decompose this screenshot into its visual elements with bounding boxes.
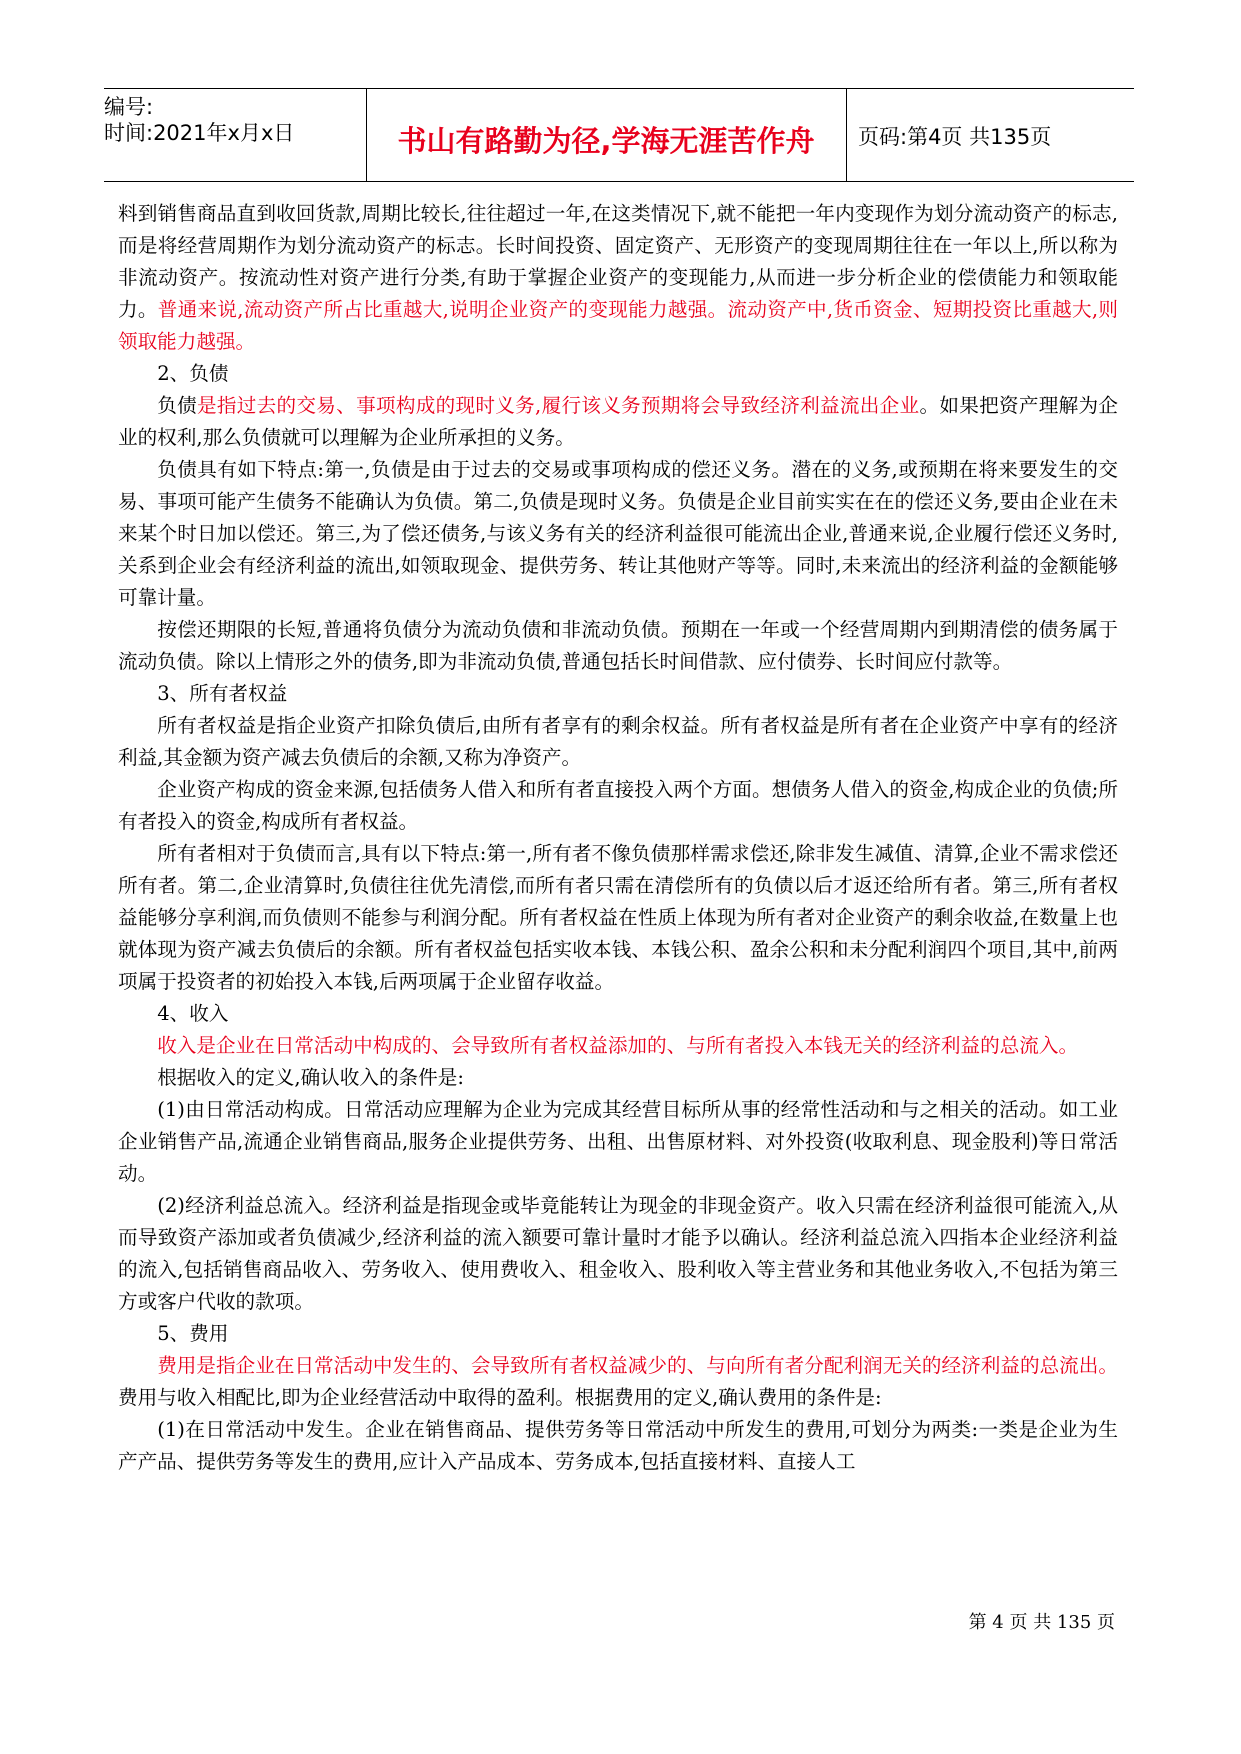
header-left-cell	[104, 89, 367, 181]
section-heading: 4、收入	[157, 1002, 229, 1025]
motto: 书山有路勤为径,学海无涯苦作舟	[397, 124, 815, 158]
section-heading: 2、负债	[157, 362, 229, 385]
paragraph: (1)在日常活动中发生。企业在销售商品、提供劳务等日常活动中所发生的费用,可划分为两类:一类是企业为生产产品、提供劳务等发生的费用,应计入产品成本、劳务成本,包括直接材料、直接人工	[118, 1418, 1118, 1473]
paragraph-text: 费用与收入相配比,即为企业经营活动中取得的盈利。根据费用的定义,确认费用的条件是:	[118, 1386, 882, 1409]
highlighted-text: 费用是指企业在日常活动中发生的、会导致所有者权益减少的、与向所有者分配利润无关的经济利益的总流出。	[157, 1354, 1118, 1377]
section-heading: 5、费用	[157, 1322, 229, 1345]
paragraph: 企业资产构成的资金来源,包括债务人借入和所有者直接投入两个方面。想债务人借入的资金,构成企业的负债;所有者投入的资金,构成所有者权益。	[118, 778, 1118, 833]
time-label: 时间:2021年x月x日	[104, 121, 295, 145]
number-label: 编号:	[104, 95, 154, 119]
page-header	[104, 88, 1134, 182]
paragraph	[118, 198, 1118, 358]
paragraph: 所有者权益是指企业资产扣除负债后,由所有者享有的剩余权益。所有者权益是所有者在企业资产中享有的经济利益,其金额为资产减去负债后的余额,又称为净资产。	[118, 714, 1118, 769]
highlighted-paragraph: 收入是企业在日常活动中构成的、会导致所有者权益添加的、与所有者投入本钱无关的经济利益的总流入。	[157, 1034, 1079, 1057]
paragraph: 按偿还期限的长短,普通将负债分为流动负债和非流动负债。预期在一年或一个经营周期内到期清偿的债务属于流动负债。除以上情形之外的债务,即为非流动负债,普通包括长时间借款、应付债券、长时间应付款等。	[118, 618, 1118, 673]
document-body	[118, 198, 1118, 1478]
paragraph	[118, 390, 1118, 454]
paragraph: 所有者相对于负债而言,具有以下特点:第一,所有者不像负债那样需求偿还,除非发生减值、清算,企业不需求偿还所有者。第二,企业清算时,负债往往优先清偿,而所有者只需在清偿所有的负债以后才返还给所有者。第三,所有者权益能够分享利润,而负债则不能参与利润分配。所有者权益在性质上体现为所有者对企业资产的剩余收益,在数量上也就体现为资产减去负债后的余额。所有者权益包括实收本钱、本钱公积、盈余公积和未分配利润四个项目,其中,前两项属于投资者的初始投入本钱,后两项属于企业留存收益。	[118, 842, 1118, 993]
paragraph: (2)经济利益总流入。经济利益是指现金或毕竟能转让为现金的非现金资产。收入只需在经济利益很可能流入,从而导致资产添加或者负债减少,经济利益的流入额要可靠计量时才能予以确认。经济利益总流入四指本企业经济利益的流入,包括销售商品收入、劳务收入、使用费收入、租金收入、股利收入等主营业务和其他业务收入,不包括为第三方或客户代收的款项。	[118, 1194, 1118, 1313]
paragraph-text: 。如果把资产理解为企业的权利,那么负债就可以理解为企业所承担的义务。	[118, 394, 1119, 449]
section-heading: 3、所有者权益	[157, 682, 288, 705]
highlighted-text: 是指过去的交易、事项构成的现时义务,履行该义务预期将会导致经济利益流出企业	[196, 394, 920, 417]
highlighted-text: 普通来说,流动资产所占比重越大,说明企业资产的变现能力越强。流动资产中,货币资金、短期投资比重越大,则领取能力越强。	[118, 298, 1118, 353]
paragraph: 根据收入的定义,确认收入的条件是:	[157, 1066, 464, 1089]
page-footer: 第 4 页 共 135 页	[968, 1612, 1115, 1633]
paragraph-text: 负债	[157, 394, 197, 417]
header-middle-cell	[366, 89, 847, 181]
page-label: 页码:第4页 共135页	[858, 125, 1052, 149]
header-right-cell	[846, 89, 1134, 181]
paragraph: (1)由日常活动构成。日常活动应理解为企业为完成其经营目标所从事的经常性活动和与之相关的活动。如工业企业销售产品,流通企业销售商品,服务企业提供劳务、出租、出售原材料、对外投资(收取利息、现金股利)等日常活动。	[118, 1098, 1118, 1185]
paragraph-text: 料到销售商品直到收回货款,周期比较长,往往超过一年,在这类情况下,就不能把一年内变现作为划分流动资产的标志,而是将经营周期作为划分流动资产的标志。长时间投资、固定资产、无形资产的变现周期往往在一年以上,所以称为非流动资产。按流动性对资产进行分类,有助于掌握企业资产的变现能力,从而进一步分析企业的偿债能力和领取能力。	[118, 202, 1118, 321]
paragraph: 负债具有如下特点:第一,负债是由于过去的交易或事项构成的偿还义务。潜在的义务,或预期在将来要发生的交易、事项可能产生债务不能确认为负债。第二,负债是现时义务。负债是企业目前实实在在的偿还义务,要由企业在未来某个时日加以偿还。第三,为了偿还债务,与该义务有关的经济利益很可能流出企业,普通来说,企业履行偿还义务时,关系到企业会有经济利益的流出,如领取现金、提供劳务、转让其他财产等等。同时,未来流出的经济利益的金额能够可靠计量。	[118, 458, 1118, 609]
paragraph	[118, 1350, 1118, 1414]
